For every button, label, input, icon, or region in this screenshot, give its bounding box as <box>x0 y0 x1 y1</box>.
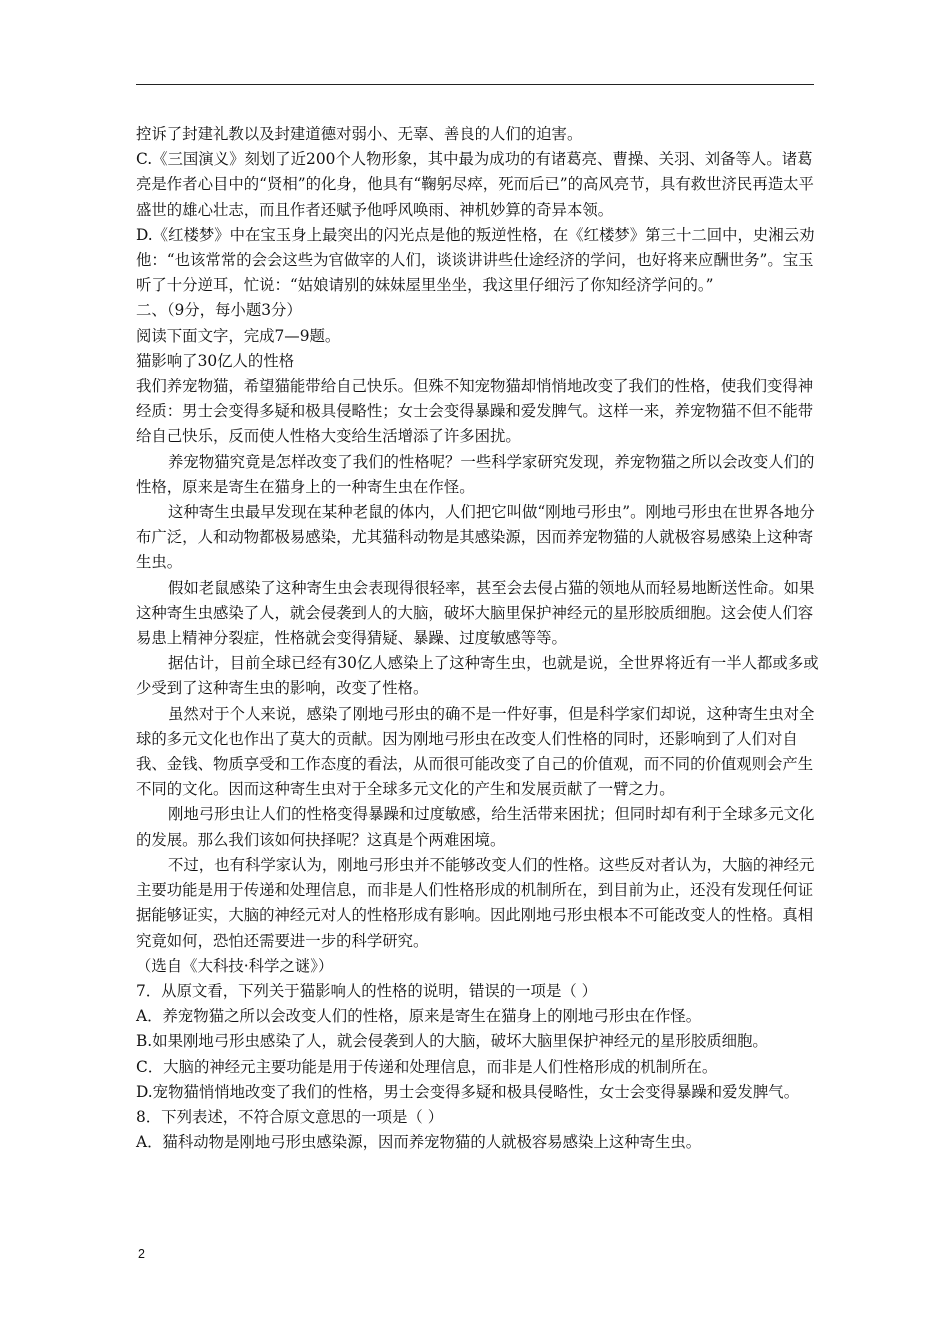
article-paragraph: 假如老鼠感染了这种寄生虫会表现得很轻率，甚至会去侵占猫的领地从而轻易地断送性命。如果这种寄生虫感染了人，就会侵袭到人的大脑，破坏大脑里保护神经元的星形胶质细胞。这会使人们容易患上精神分裂症，性格就会变得猜疑、暴躁、过度敏感等等。 <box>136 578 815 648</box>
option-c-sanguo: C.《三国演义》刻划了近200个人物形象，其中最为成功的有诸葛亮、曹操、关羽、刘备等人。诸葛亮是作者心目中的“贤相”的化身，他具有“鞠躬尽瘁，死而后已”的高风亮节，具有救世济民再造太平盛世的雄心壮志，而且作者还赋予他呼风唤雨、神机妙算的奇异本领。 <box>136 150 814 219</box>
article-paragraph: 我们养宠物猫，希望猫能带给自己快乐。但殊不知宠物猫却悄悄地改变了我们的性格，使我们变得神经质：男士会变得多疑和极具侵略性；女士会变得暴躁和爱发脾气。这样一来，养宠物猫不但不能带给自己快乐，反而使人性格大变给生活增添了许多困扰。 <box>136 377 814 446</box>
question-8-option-a: A．猫科动物是刚地弓形虫感染源，因而养宠物猫的人就极容易感染上这种寄生虫。 <box>136 1133 702 1152</box>
paragraph: 控诉了封建礼教以及封建道德对弱小、无辜、善良的人们的迫害。 <box>136 125 583 143</box>
article-paragraph: 养宠物猫究竟是怎样改变了我们的性格呢？一些科学家研究发现，养宠物猫之所以会改变人们的性格，原来是寄生在猫身上的一种寄生虫在作怪。 <box>136 452 815 496</box>
article-paragraph: 不过，也有科学家认为，刚地弓形虫并不能够改变人们的性格。这些反对者认为，大脑的神经元主要功能是用于传递和处理信息，而非是人们性格形成的机制所在，到目前为止，还没有发现任何证据能够证实，大脑的神经元对人的性格形成有影响。因此刚地弓形虫根本不可能改变人的性格。真相究竟如何，恐怕还需要进一步的科学研究。 <box>136 855 815 950</box>
question-8: 8．下列表述，不符合原文意思的一项是（ ） <box>136 1107 444 1126</box>
article-title: 猫影响了30亿人的性格 <box>136 351 295 370</box>
article-paragraph: 刚地弓形虫让人们的性格变得暴躁和过度敏感，给生活带来困扰；但同时却有利于全球多元文化的发展。那么我们该如何抉择呢？这真是个两难困境。 <box>136 805 815 849</box>
header-rule <box>136 84 814 85</box>
article-paragraph: 据估计，目前全球已经有30亿人感染上了这种寄生虫，也就是说，全世界将近有一半人都或多或少受到了这种寄生虫的影响，改变了性格。 <box>136 654 819 698</box>
question-7-option-a: A．养宠物猫之所以会改变人们的性格，原来是寄生在猫身上的刚地弓形虫在作怪。 <box>136 1007 702 1026</box>
question-7: 7．从原文看，下列关于猫影响人的性格的说明，错误的一项是（ ） <box>136 981 598 1000</box>
page-number: 2 <box>138 1247 145 1261</box>
question-7-option-d: D.宠物猫悄悄地改变了我们的性格，男士会变得多疑和极具侵略性，女士会变得暴躁和爱发脾气。 <box>136 1082 800 1101</box>
document-body <box>136 122 826 1155</box>
question-7-option-b: B.如果刚地弓形虫感染了人，就会侵袭到人的大脑，破坏大脑里保护神经元的星形胶质细胞。 <box>136 1032 768 1051</box>
article-paragraph: 这种寄生虫最早发现在某种老鼠的体内，人们把它叫做“刚地弓形虫”。刚地弓形虫在世界各地分布广泛，人和动物都极易感染，尤其猫科动物是其感染源，因而养宠物猫的人就极容易感染上这种寄生虫。 <box>136 503 815 572</box>
section-heading: 二、（9分，每小题3分） <box>136 301 302 320</box>
article-paragraph: 虽然对于个人来说，感染了刚地弓形虫的确不是一件好事，但是科学家们却说，这种寄生虫对全球的多元文化也作出了莫大的贡献。因为刚地弓形虫在改变人们性格的同时，还影响到了人们对自我、金钱、物质享受和工作态度的看法，从而很可能改变了自己的价值观，而不同的价值观则会产生不同的文化。因而这种寄生虫对于全球多元文化的产生和发展贡献了一臂之力。 <box>136 704 815 799</box>
option-d-hongloumeng: D.《红楼梦》中在宝玉身上最突出的闪光点是他的叛逆性格，在《红楼梦》第三十二回中，史湘云劝他：“也该常常的会会这些为官做宰的人们，谈谈讲讲些仕途经济的学问，也好将来应酬世务”。宝玉听了十分逆耳，忙说：“姑娘请别的妹妹屋里坐坐，我这里仔细污了你知经济学问的。” <box>136 225 815 295</box>
reading-instruction: 阅读下面文字，完成7—9题。 <box>136 326 341 345</box>
article-source: （选自《大科技·科学之谜》） <box>136 956 334 975</box>
question-7-option-c: C．大脑的神经元主要功能是用于传递和处理信息，而非是人们性格形成的机制所在。 <box>136 1057 718 1076</box>
